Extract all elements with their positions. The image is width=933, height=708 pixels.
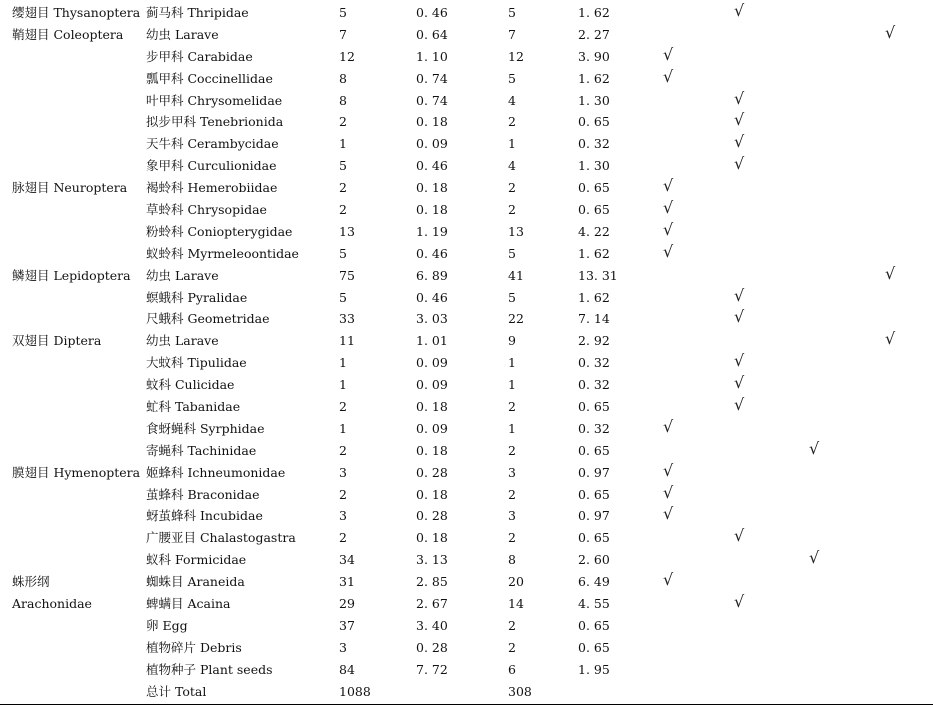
percent-1-cell: 0. 09 [416, 420, 448, 436]
table-row [0, 68, 933, 90]
check-mark-icon: √ [734, 110, 745, 130]
table-row [0, 330, 933, 352]
table-row [0, 221, 933, 243]
order-cell: Arachonidae [12, 596, 92, 612]
check-mark-icon: √ [663, 198, 674, 218]
taxon-cell: 蚊科 Culicidae [146, 377, 235, 393]
count-1-cell: 2 [339, 399, 347, 415]
count-2-cell: 5 [508, 289, 516, 305]
check-mark-icon: √ [734, 351, 745, 371]
count-1-cell: 3 [339, 508, 347, 524]
check-mark-icon: √ [663, 570, 674, 590]
percent-1-cell: 1. 10 [416, 48, 448, 64]
count-2-cell: 41 [508, 267, 524, 283]
order-cell: 双翅目 Diptera [12, 333, 102, 349]
check-mark-icon: √ [734, 373, 745, 393]
taxon-cell: 植物碎片 Debris [146, 639, 242, 655]
table-row [0, 374, 933, 396]
table-row [0, 2, 933, 24]
percent-2-cell: 2. 92 [578, 333, 610, 349]
count-2-cell: 1 [508, 377, 516, 393]
percent-2-cell: 0. 32 [578, 136, 610, 152]
percent-1-cell: 0. 46 [416, 289, 448, 305]
taxon-cell: 草蛉科 Chrysopidae [146, 202, 267, 218]
count-1-cell: 2 [339, 442, 347, 458]
taxon-cell: 寄蝇科 Tachinidae [146, 442, 257, 458]
check-mark-icon: √ [734, 88, 745, 108]
percent-2-cell: 1. 62 [578, 289, 610, 305]
percent-1-cell: 0. 74 [416, 92, 448, 108]
count-2-cell: 13 [508, 223, 524, 239]
taxon-cell: 褐蛉科 Hemerobiidae [146, 180, 278, 196]
check-mark-icon: √ [663, 176, 674, 196]
count-1-cell: 31 [339, 574, 355, 590]
table-row [0, 396, 933, 418]
taxon-cell: 幼虫 Larave [146, 267, 219, 283]
count-1-cell: 2 [339, 114, 347, 130]
count-2-cell: 2 [508, 180, 516, 196]
percent-1-cell: 0. 09 [416, 377, 448, 393]
taxon-cell: 食蚜蝇科 Syrphidae [146, 420, 265, 436]
count-1-cell: 1 [339, 136, 347, 152]
count-1-cell: 5 [339, 245, 347, 261]
count-2-cell: 2 [508, 442, 516, 458]
percent-1-cell: 6. 89 [416, 267, 448, 283]
count-1-cell: 2 [339, 180, 347, 196]
check-mark-icon: √ [809, 548, 820, 568]
table-row [0, 308, 933, 330]
table-row [0, 418, 933, 440]
count-1-cell: 1 [339, 420, 347, 436]
check-mark-icon: √ [734, 526, 745, 546]
check-mark-icon: √ [663, 504, 674, 524]
taxon-cell: 茧蜂科 Braconidae [146, 486, 260, 502]
taxon-cell: 虻科 Tabanidae [146, 399, 241, 415]
count-1-cell: 33 [339, 311, 355, 327]
table-row [0, 593, 933, 615]
count-2-cell: 8 [508, 552, 516, 568]
order-cell: 缨翅目 Thysanoptera [12, 5, 141, 20]
percent-1-cell: 0. 09 [416, 136, 448, 152]
percent-1-cell: 0. 18 [416, 114, 448, 130]
table-row [0, 462, 933, 484]
percent-2-cell: 0. 32 [578, 377, 610, 393]
table-row [0, 352, 933, 374]
table-row [0, 133, 933, 155]
count-2-cell: 2 [508, 202, 516, 218]
percent-2-cell: 0. 32 [578, 420, 610, 436]
taxon-cell: 象甲科 Curculionidae [146, 158, 277, 174]
check-mark-icon: √ [885, 263, 896, 283]
table-row [0, 90, 933, 112]
percent-2-cell: 4. 55 [578, 596, 610, 612]
table-row [0, 243, 933, 265]
percent-2-cell: 0. 32 [578, 355, 610, 371]
percent-2-cell: 1. 30 [578, 92, 610, 108]
taxon-cell: 瓢甲科 Coccinellidae [146, 70, 273, 86]
percent-2-cell: 4. 22 [578, 223, 610, 239]
count-2-cell: 5 [508, 245, 516, 261]
count-1-cell: 11 [339, 333, 355, 349]
check-mark-icon: √ [663, 66, 674, 86]
taxon-cell: 尺蛾科 Geometridae [146, 311, 270, 327]
table-row [0, 484, 933, 506]
table-row [0, 287, 933, 309]
taxon-cell: 总计 Total [146, 683, 207, 699]
table-row [0, 440, 933, 462]
table-row [0, 571, 933, 593]
percent-1-cell: 0. 28 [416, 639, 448, 655]
taxon-cell: 幼虫 Larave [146, 26, 219, 42]
check-mark-icon: √ [809, 438, 820, 458]
table-row [0, 615, 933, 637]
count-2-cell: 7 [508, 26, 516, 42]
percent-1-cell: 3. 13 [416, 552, 448, 568]
count-1-cell: 1 [339, 355, 347, 371]
taxon-cell: 步甲科 Carabidae [146, 48, 253, 64]
count-1-cell: 12 [339, 48, 355, 64]
count-2-cell: 2 [508, 530, 516, 546]
percent-2-cell: 1. 62 [578, 245, 610, 261]
taxon-cell: 天牛科 Cerambycidae [146, 136, 279, 152]
taxon-cell: 蜘蛛目 Araneida [146, 574, 245, 590]
percent-1-cell: 1. 01 [416, 333, 448, 349]
order-cell: 脉翅目 Neuroptera [12, 180, 128, 196]
count-1-cell: 34 [339, 552, 355, 568]
percent-1-cell: 0. 18 [416, 399, 448, 415]
count-2-cell: 2 [508, 399, 516, 415]
percent-2-cell: 1. 95 [578, 661, 610, 677]
count-2-cell: 2 [508, 639, 516, 655]
percent-2-cell: 2. 27 [578, 26, 610, 42]
data-table [0, 2, 933, 703]
count-1-cell: 75 [339, 267, 355, 283]
table-row [0, 199, 933, 221]
taxon-cell: 大蚊科 Tipulidae [146, 355, 247, 371]
count-1-cell: 7 [339, 26, 347, 42]
count-1-cell: 2 [339, 486, 347, 502]
order-cell: 蛛形纲 [12, 574, 50, 590]
count-2-cell: 308 [508, 683, 532, 699]
check-mark-icon: √ [663, 44, 674, 64]
taxon-cell: 广腰亚目 Chalastogastra [146, 530, 296, 546]
percent-1-cell: 0. 18 [416, 180, 448, 196]
count-2-cell: 2 [508, 617, 516, 633]
taxon-cell: 粉蛉科 Coniopterygidae [146, 223, 293, 239]
percent-2-cell: 0. 97 [578, 464, 610, 480]
count-1-cell: 5 [339, 158, 347, 174]
percent-2-cell: 1. 62 [578, 5, 610, 20]
count-2-cell: 9 [508, 333, 516, 349]
table-row [0, 111, 933, 133]
count-1-cell: 13 [339, 223, 355, 239]
percent-1-cell: 0. 18 [416, 202, 448, 218]
check-mark-icon: √ [663, 219, 674, 239]
percent-2-cell: 0. 65 [578, 639, 610, 655]
table-row [0, 24, 933, 46]
percent-1-cell: 0. 09 [416, 355, 448, 371]
percent-2-cell: 13. 31 [578, 267, 618, 283]
percent-2-cell: 1. 30 [578, 158, 610, 174]
taxon-cell: 蜱螨目 Acaina [146, 596, 231, 612]
check-mark-icon: √ [663, 460, 674, 480]
check-mark-icon: √ [734, 285, 745, 305]
count-1-cell: 84 [339, 661, 355, 677]
percent-1-cell: 0. 46 [416, 158, 448, 174]
count-1-cell: 8 [339, 70, 347, 86]
check-mark-icon: √ [734, 395, 745, 415]
check-mark-icon: √ [734, 592, 745, 612]
percent-1-cell: 0. 28 [416, 464, 448, 480]
count-2-cell: 14 [508, 596, 524, 612]
percent-2-cell: 0. 65 [578, 486, 610, 502]
count-2-cell: 22 [508, 311, 524, 327]
order-cell: 膜翅目 Hymenoptera [12, 464, 141, 480]
table-bottom-rule [0, 704, 933, 705]
taxon-cell: 幼虫 Larave [146, 333, 219, 349]
percent-1-cell: 0. 74 [416, 70, 448, 86]
percent-2-cell: 0. 65 [578, 530, 610, 546]
check-mark-icon: √ [885, 329, 896, 349]
count-1-cell: 29 [339, 596, 355, 612]
count-1-cell: 3 [339, 464, 347, 480]
count-1-cell: 3 [339, 639, 347, 655]
table-row [0, 46, 933, 68]
count-1-cell: 37 [339, 617, 355, 633]
check-mark-icon: √ [885, 22, 896, 42]
check-mark-icon: √ [734, 307, 745, 327]
taxon-cell: 蚜茧蜂科 Incubidae [146, 508, 263, 524]
check-mark-icon: √ [663, 416, 674, 436]
percent-1-cell: 1. 19 [416, 223, 448, 239]
table-row [0, 637, 933, 659]
count-2-cell: 1 [508, 136, 516, 152]
table-row [0, 155, 933, 177]
count-1-cell: 2 [339, 202, 347, 218]
count-2-cell: 1 [508, 420, 516, 436]
check-mark-icon: √ [734, 154, 745, 174]
taxon-cell: 蚁蛉科 Myrmeleoontidae [146, 245, 299, 261]
percent-2-cell: 0. 97 [578, 508, 610, 524]
table-row [0, 265, 933, 287]
percent-2-cell: 3. 90 [578, 48, 610, 64]
percent-2-cell: 0. 65 [578, 617, 610, 633]
taxon-cell: 卵 Egg [146, 617, 188, 633]
count-2-cell: 6 [508, 661, 516, 677]
percent-1-cell: 2. 67 [416, 596, 448, 612]
percent-1-cell: 3. 40 [416, 617, 448, 633]
check-mark-icon: √ [663, 482, 674, 502]
count-2-cell: 1 [508, 355, 516, 371]
percent-1-cell: 3. 03 [416, 311, 448, 327]
percent-1-cell: 0. 46 [416, 245, 448, 261]
percent-2-cell: 1. 62 [578, 70, 610, 86]
count-2-cell: 2 [508, 114, 516, 130]
percent-2-cell: 6. 49 [578, 574, 610, 590]
taxon-cell: 姬蜂科 Ichneumonidae [146, 464, 286, 480]
taxon-cell: 植物种子 Plant seeds [146, 661, 273, 677]
table-row [0, 527, 933, 549]
percent-2-cell: 0. 65 [578, 202, 610, 218]
percent-2-cell: 2. 60 [578, 552, 610, 568]
percent-2-cell: 7. 14 [578, 311, 610, 327]
table-row [0, 659, 933, 681]
taxon-cell: 叶甲科 Chrysomelidae [146, 92, 283, 108]
count-2-cell: 5 [508, 70, 516, 86]
order-cell: 鳞翅目 Lepidoptera [12, 267, 131, 283]
taxon-cell: 拟步甲科 Tenebrionida [146, 114, 284, 130]
count-2-cell: 12 [508, 48, 524, 64]
percent-2-cell: 0. 65 [578, 114, 610, 130]
percent-2-cell: 0. 65 [578, 180, 610, 196]
taxon-cell: 蓟马科 Thripidae [146, 5, 249, 20]
percent-1-cell: 0. 46 [416, 5, 448, 20]
order-cell: 鞘翅目 Coleoptera [12, 26, 124, 42]
count-1-cell: 1088 [339, 683, 371, 699]
count-2-cell: 2 [508, 486, 516, 502]
table-row [0, 681, 933, 703]
count-1-cell: 8 [339, 92, 347, 108]
taxon-cell: 螟蛾科 Pyralidae [146, 289, 248, 305]
percent-1-cell: 0. 18 [416, 530, 448, 546]
percent-2-cell: 0. 65 [578, 399, 610, 415]
percent-1-cell: 0. 18 [416, 486, 448, 502]
table-row [0, 505, 933, 527]
count-2-cell: 5 [508, 5, 516, 20]
percent-1-cell: 7. 72 [416, 661, 448, 677]
count-1-cell: 5 [339, 289, 347, 305]
percent-1-cell: 0. 28 [416, 508, 448, 524]
count-1-cell: 5 [339, 5, 347, 20]
percent-1-cell: 0. 18 [416, 442, 448, 458]
count-2-cell: 20 [508, 574, 524, 590]
count-2-cell: 4 [508, 158, 516, 174]
count-1-cell: 1 [339, 377, 347, 393]
percent-2-cell: 0. 65 [578, 442, 610, 458]
taxon-cell: 蚁科 Formicidae [146, 552, 247, 568]
table-row [0, 177, 933, 199]
table-row [0, 549, 933, 571]
count-2-cell: 4 [508, 92, 516, 108]
check-mark-icon: √ [734, 1, 745, 20]
percent-1-cell: 0. 64 [416, 26, 448, 42]
count-2-cell: 3 [508, 508, 516, 524]
count-1-cell: 2 [339, 530, 347, 546]
check-mark-icon: √ [663, 241, 674, 261]
count-2-cell: 3 [508, 464, 516, 480]
check-mark-icon: √ [734, 132, 745, 152]
percent-1-cell: 2. 85 [416, 574, 448, 590]
